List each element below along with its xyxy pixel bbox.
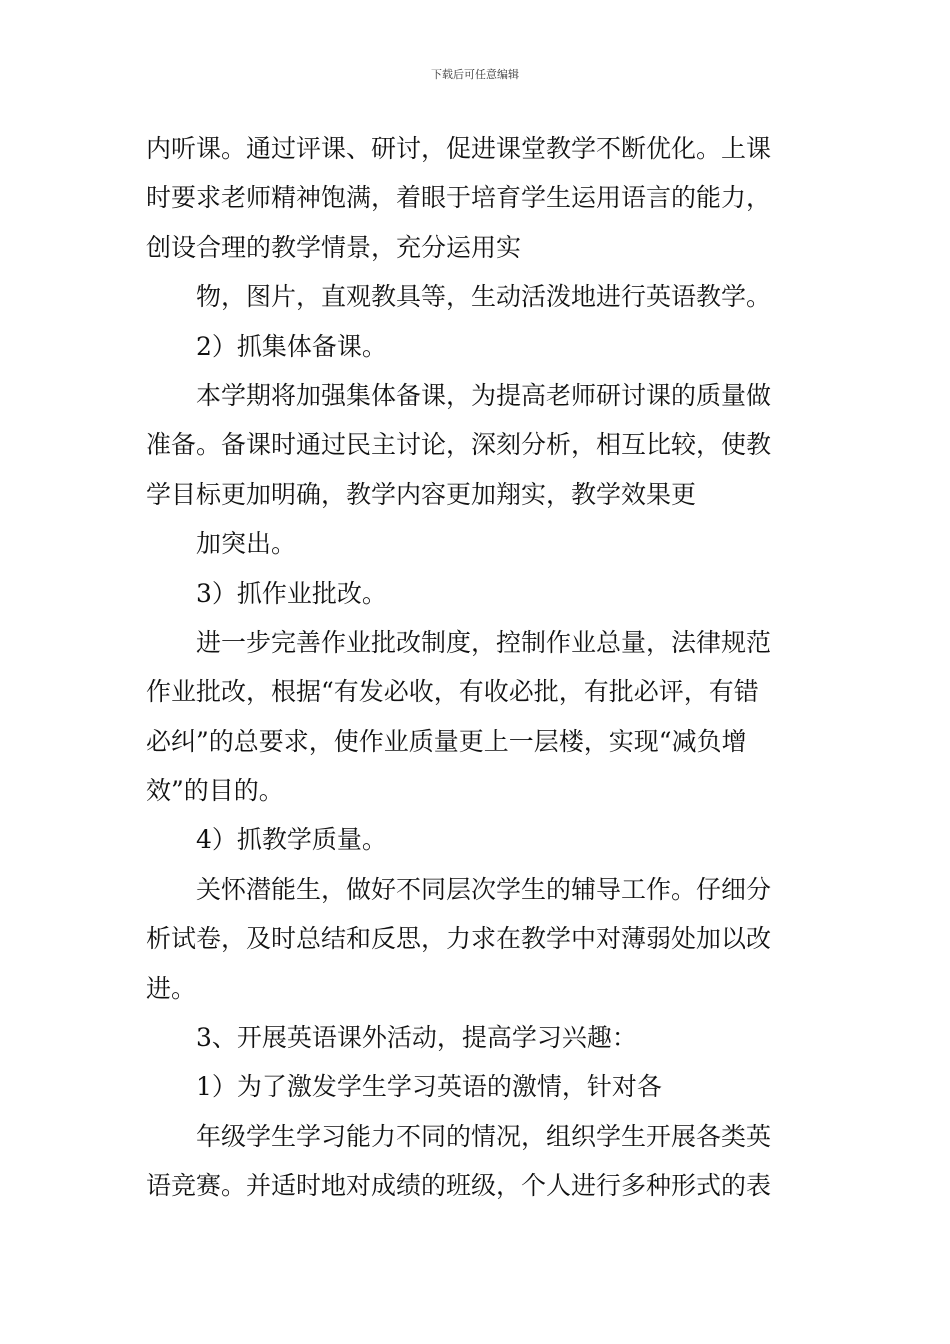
- text-line: 关怀潜能生，做好不同层次学生的辅导工作。仔细分: [196, 874, 772, 904]
- text-line: 年级学生学习能力不同的情况，组织学生开展各类英: [196, 1121, 772, 1151]
- text-line: 进。: [146, 973, 197, 1003]
- text-line: 本学期将加强集体备课，为提高老师研讨课的质量做: [196, 380, 772, 410]
- text-line: 加突出。: [196, 529, 297, 559]
- text-line: 物，图片，直观教具等，生动活泼地进行英语教学。: [196, 282, 772, 312]
- text-line: 2）抓集体备课。: [196, 331, 387, 361]
- document-body: [146, 124, 811, 1211]
- page-header: 下载后可任意编辑: [431, 68, 519, 81]
- text-line: 3）抓作业批改。: [196, 578, 387, 608]
- text-line: 作业批改，根据“有发必收，有收必批，有批必评，有错: [146, 677, 759, 707]
- text-line: 析试卷，及时总结和反思，力求在教学中对薄弱处加以改: [146, 924, 772, 954]
- text-line: 3、开展英语课外活动，提高学习兴趣：: [196, 1023, 637, 1053]
- text-line: 效”的目的。: [146, 776, 284, 806]
- text-line: 准备。备课时通过民主讨论，深刻分析，相互比较，使教: [146, 430, 772, 460]
- text-line: 1）为了激发学生学习英语的激情，针对各: [196, 1072, 662, 1102]
- text-line: 时要求老师精神饱满，着眼于培育学生运用语言的能力，: [146, 183, 772, 213]
- text-line: 语竞赛。并适时地对成绩的班级，个人进行多种形式的表: [146, 1171, 772, 1201]
- text-line: 必纠”的总要求，使作业质量更上一层楼，实现“减负增: [146, 726, 747, 756]
- text-line: 4）抓教学质量。: [196, 825, 387, 855]
- text-line: 内听课。通过评课、研讨，促进课堂教学不断优化。上课: [146, 134, 772, 163]
- text-line: 创设合理的教学情景，充分运用实: [146, 232, 522, 262]
- text-line: 进一步完善作业批改制度，控制作业总量，法律规范: [196, 627, 772, 657]
- text-line: 学目标更加明确，教学内容更加翔实，教学效果更: [146, 479, 697, 509]
